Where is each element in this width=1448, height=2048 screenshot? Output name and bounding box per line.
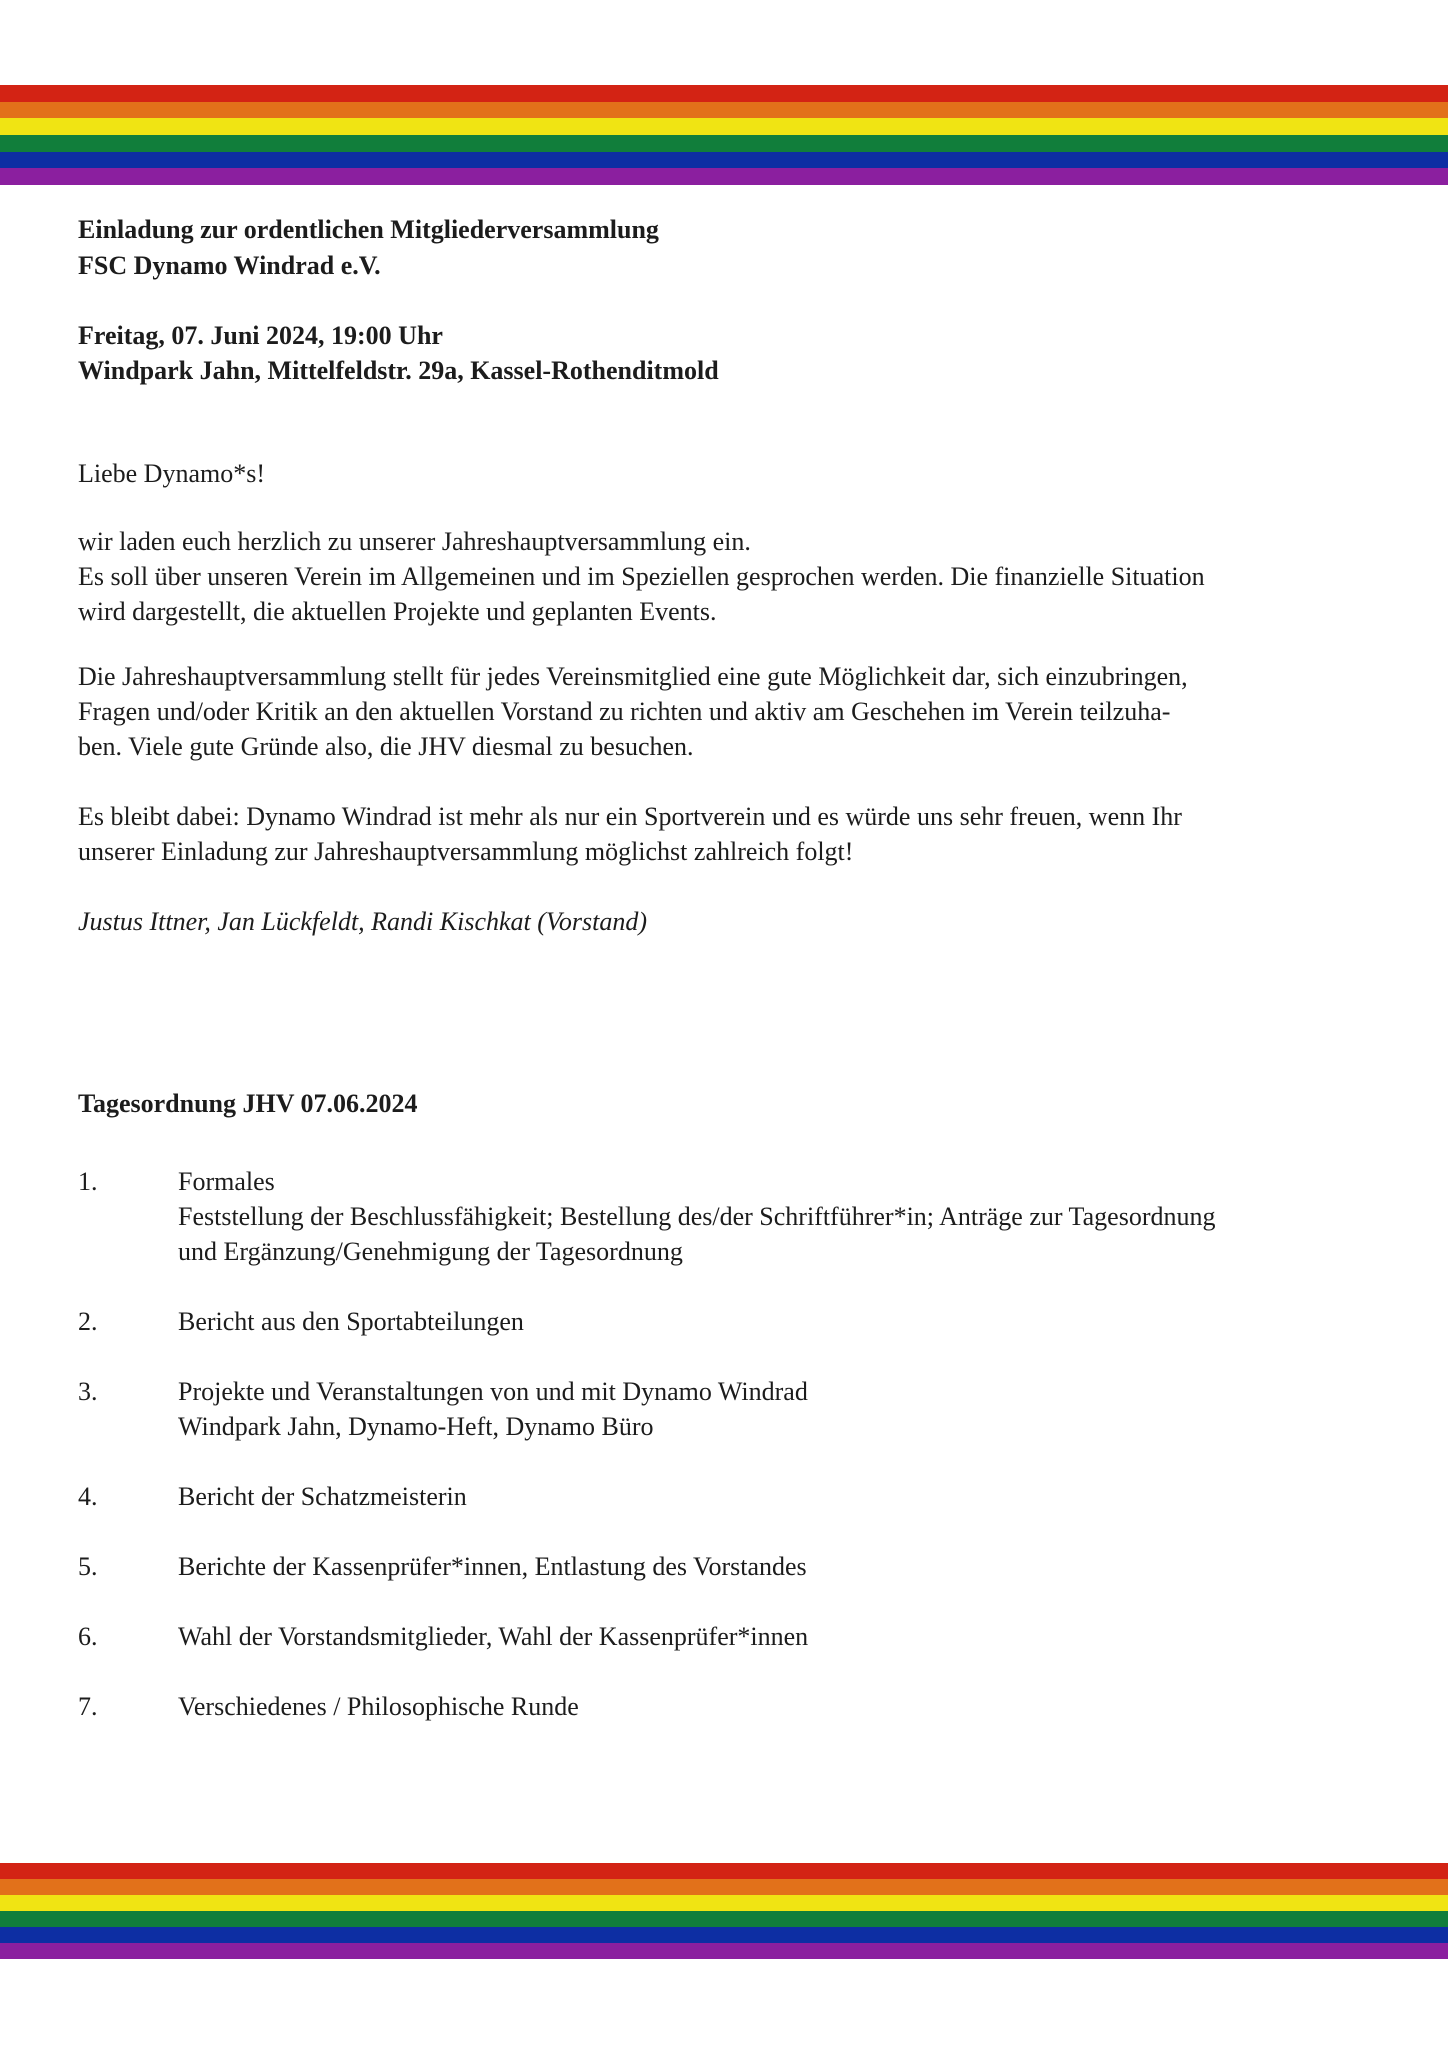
flag-stripe [0, 1927, 1448, 1943]
agenda-item [78, 1479, 1388, 1514]
body-text-line: unserer Einladung zur Jahreshauptversammlung möglichst zahlreich folgt! [78, 837, 854, 866]
flag-stripe [0, 1895, 1448, 1911]
agenda-item-number: 1. [78, 1167, 98, 1196]
agenda-item-number: 5. [78, 1552, 98, 1581]
agenda-item [78, 1619, 1388, 1654]
flag-stripe [0, 118, 1448, 135]
agenda-item [78, 1549, 1388, 1584]
agenda-item-line: und Ergänzung/Genehmigung der Tagesordnung [178, 1237, 683, 1266]
body-text-line: Die Jahreshauptversammlung stellt für jedes Vereinsmitglied eine gute Möglichkeit dar, sich einzubringen, [78, 662, 1188, 691]
rainbow-flag-bottom [0, 1863, 1448, 1959]
agenda-item-line: Feststellung der Beschlussfähigkeit; Bestellung des/der Schriftführer*in; Anträge zur Tagesordnung [178, 1202, 1216, 1231]
body-text-line: Es bleibt dabei: Dynamo Windrad ist mehr als nur ein Sportverein und es würde uns sehr freuen, wenn Ihr [78, 802, 1182, 831]
agenda-item-number: 4. [78, 1482, 98, 1511]
agenda-item-line: Verschiedenes / Philosophische Runde [178, 1692, 579, 1721]
flag-stripe [0, 85, 1448, 102]
board-signature: Justus Ittner, Jan Lückfeldt, Randi Kischkat (Vorstand) [78, 907, 648, 936]
body-text-line: wird dargestellt, die aktuellen Projekte und geplanten Events. [78, 597, 717, 626]
body-paragraph-2 [78, 659, 1388, 764]
agenda-list [78, 1164, 1388, 1759]
agenda-item-text [178, 1164, 1388, 1269]
agenda-item-number: 7. [78, 1692, 98, 1721]
body-text-line: ben. Viele gute Gründe also, die JHV diesmal zu besuchen. [78, 732, 694, 761]
agenda-heading: Tagesordnung JHV 07.06.2024 [78, 1089, 418, 1118]
invitation-title-line: FSC Dynamo Windrad e.V. [78, 251, 381, 280]
flag-stripe [0, 1911, 1448, 1927]
event-datetime-line: Freitag, 07. Juni 2024, 19:00 Uhr [78, 321, 443, 350]
body-paragraph-3 [78, 799, 1388, 869]
agenda-item-line: Wahl der Vorstandsmitglieder, Wahl der Kassenprüfer*innen [178, 1622, 809, 1651]
agenda-item [78, 1689, 1388, 1724]
flag-stripe [0, 1863, 1448, 1879]
agenda-item-number: 6. [78, 1622, 98, 1651]
agenda-item-number: 3. [78, 1377, 98, 1406]
agenda-item [78, 1374, 1388, 1444]
agenda-item [78, 1304, 1388, 1339]
rainbow-flag-top [0, 85, 1448, 185]
body-text-line: wir laden euch herzlich zu unserer Jahreshauptversammlung ein. [78, 527, 751, 556]
agenda-item-line: Bericht aus den Sportabteilungen [178, 1307, 524, 1336]
agenda-item [78, 1164, 1388, 1269]
agenda-item-text [178, 1689, 1388, 1724]
flag-stripe [0, 168, 1448, 185]
body-text-line: Es soll über unseren Verein im Allgemeinen und im Speziellen gesprochen werden. Die finanzielle Situation [78, 562, 1205, 591]
agenda-item-line: Berichte der Kassenprüfer*innen, Entlastung des Vorstandes [178, 1552, 807, 1581]
flag-stripe [0, 1879, 1448, 1895]
agenda-item-text [178, 1374, 1388, 1444]
agenda-item-text [178, 1479, 1388, 1514]
agenda-item-line: Windpark Jahn, Dynamo-Heft, Dynamo Büro [178, 1412, 654, 1441]
invitation-title [78, 212, 1388, 284]
agenda-item-text [178, 1549, 1388, 1584]
agenda-item-line: Bericht der Schatzmeisterin [178, 1482, 467, 1511]
agenda-item-line: Formales [178, 1167, 275, 1196]
flag-stripe [0, 152, 1448, 169]
agenda-item-text [178, 1619, 1388, 1654]
agenda-item-text [178, 1304, 1388, 1339]
invitation-title-line: Einladung zur ordentlichen Mitgliederversammlung [78, 215, 659, 244]
agenda-item-line: Projekte und Veranstaltungen von und mit Dynamo Windrad [178, 1377, 808, 1406]
agenda-item-number: 2. [78, 1307, 98, 1336]
event-datetime-location [78, 318, 1388, 388]
flag-stripe [0, 135, 1448, 152]
body-text-line: Fragen und/oder Kritik an den aktuellen Vorstand zu richten und aktiv am Geschehen im Verein teilzuha- [78, 697, 1171, 726]
salutation: Liebe Dynamo*s! [78, 459, 266, 488]
flag-stripe [0, 102, 1448, 119]
event-datetime-line: Windpark Jahn, Mittelfeldstr. 29a, Kassel-Rothenditmold [78, 356, 719, 385]
body-paragraph-1 [78, 524, 1388, 629]
flag-stripe [0, 1943, 1448, 1959]
